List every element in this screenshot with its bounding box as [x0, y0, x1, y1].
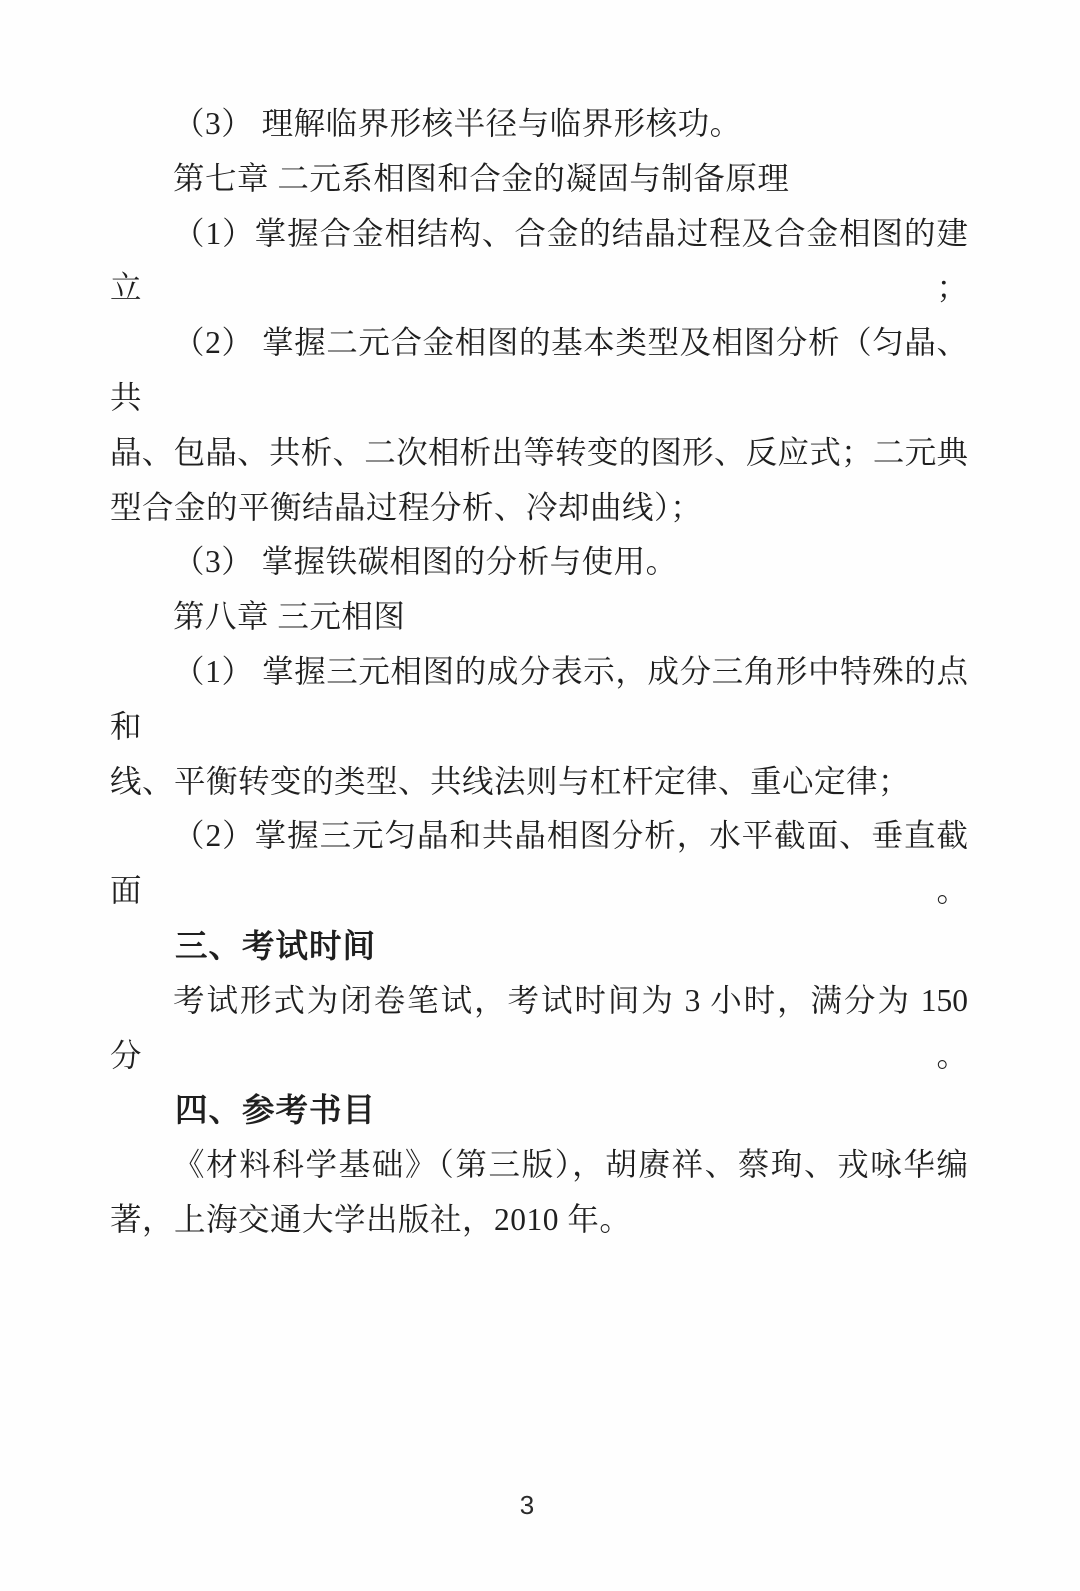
text-line: （3） 理解临界形核半径与临界形核功。 [173, 106, 742, 141]
text-line: 《材料科学基础》（第三版），胡赓祥、蔡珣、戎咏华编 [173, 1147, 968, 1183]
text-line: （2）掌握三元匀晶和共晶相图分析，水平截面、垂直截面。 [110, 818, 968, 909]
text-line: （1） 掌握三元相图的成分表示，成分三角形中特殊的点和 [110, 653, 968, 744]
text-line: 考试形式为闭卷笔试，考试时间为 3 小时，满分为 150 分。 [110, 982, 968, 1073]
text-line: （1）掌握合金相结构、合金的结晶过程及合金相图的建立； [110, 215, 968, 306]
text-line: 著，上海交通大学出版社，2010 年。 [110, 1201, 632, 1237]
text-line: （3） 掌握铁碳相图的分析与使用。 [173, 544, 678, 580]
text-line: 第八章 三元相图 [173, 599, 406, 635]
text-line: 线、平衡转变的类型、共线法则与杠杆定律、重心定律； [110, 763, 911, 799]
section-heading: 四、参考书目 [175, 1092, 377, 1129]
document-body [110, 97, 968, 1248]
text-line: 型合金的平衡结晶过程分析、冷却曲线）； [110, 489, 703, 525]
text-line: 第七章 二元系相图和合金的凝固与制备原理 [173, 160, 790, 196]
text-line: 晶、包晶、共析、二次相析出等转变的图形、反应式；二元典 [110, 434, 968, 470]
text-line: （2） 掌握二元合金相图的基本类型及相图分析（匀晶、共 [110, 325, 968, 415]
page-number: 3 [519, 1490, 535, 1520]
section-heading: 三、考试时间 [175, 927, 377, 964]
